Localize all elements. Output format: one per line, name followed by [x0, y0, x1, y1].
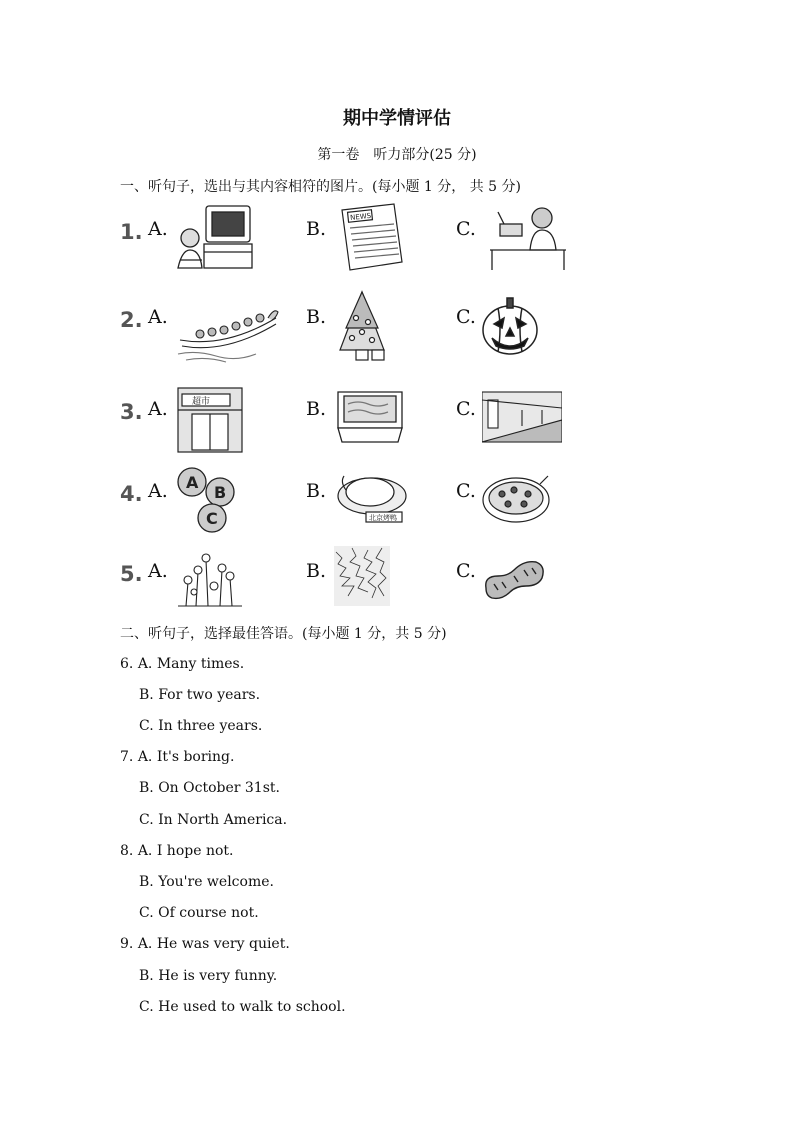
- question-number: 4.: [120, 482, 143, 506]
- option-b[interactable]: B. You're welcome.: [139, 874, 274, 890]
- page-title: 期中学情评估: [343, 108, 451, 129]
- newspaper-heading: NEWS: [349, 211, 372, 223]
- option-label-b: B.: [306, 306, 327, 328]
- option-c[interactable]: C. In three years.: [139, 718, 263, 734]
- option-label-c: C.: [456, 480, 476, 502]
- swimming-pool-icon[interactable]: [332, 380, 408, 456]
- flowers-icon[interactable]: [176, 542, 244, 618]
- part1-heading: 一、听句子，选出与其内容相符的图片。(每小题 1 分， 共 5 分): [120, 179, 521, 195]
- option-c[interactable]: C. He used to walk to school.: [139, 999, 346, 1015]
- option-label-c: C.: [456, 218, 476, 240]
- option-label-b: B.: [306, 218, 327, 240]
- peanut-icon[interactable]: [480, 542, 548, 618]
- question-9: [120, 936, 290, 952]
- abc-cookies-icon[interactable]: [174, 462, 242, 538]
- option-label-a: A.: [148, 480, 168, 502]
- question-number: 9.: [120, 936, 134, 952]
- option-label-c: C.: [456, 560, 476, 582]
- question-2: [120, 288, 680, 368]
- question-3: [120, 380, 680, 460]
- bushes-icon[interactable]: [332, 542, 392, 618]
- option-c[interactable]: C. In North America.: [139, 812, 288, 828]
- tv-watching-icon[interactable]: [174, 200, 266, 276]
- option-b[interactable]: B. He is very funny.: [139, 968, 278, 984]
- option-a[interactable]: A. I hope not.: [137, 843, 234, 859]
- svg-text:B: B: [214, 483, 227, 502]
- question-5: [120, 542, 680, 622]
- page-subtitle: 第一卷 听力部分(25 分): [317, 147, 477, 163]
- question-8: [120, 843, 233, 859]
- option-label-b: B.: [306, 480, 327, 502]
- option-label-a: A.: [148, 218, 168, 240]
- option-label-a: A.: [148, 560, 168, 582]
- option-a[interactable]: A. It's boring.: [137, 749, 235, 765]
- supermarket-icon[interactable]: [176, 380, 244, 456]
- question-number: 3.: [120, 400, 143, 424]
- christmas-tree-icon[interactable]: [332, 288, 392, 364]
- duck-tag-text: 北京烤鸭: [369, 514, 397, 522]
- option-b[interactable]: B. On October 31st.: [139, 780, 280, 796]
- svg-text:A: A: [186, 473, 199, 492]
- jack-o-lantern-icon[interactable]: [480, 288, 540, 364]
- supermarket-sign-text: 超市: [192, 397, 211, 407]
- svg-text:C: C: [206, 509, 218, 528]
- street-icon[interactable]: [482, 380, 562, 456]
- option-b[interactable]: B. For two years.: [139, 687, 261, 703]
- part2-heading: 二、听句子，选择最佳答语。(每小题 1 分，共 5 分): [120, 626, 447, 642]
- question-number: 1.: [120, 220, 143, 244]
- question-number: 5.: [120, 562, 143, 586]
- pizza-icon[interactable]: [480, 462, 552, 538]
- question-number: 7.: [120, 749, 134, 765]
- question-4: [120, 462, 680, 542]
- option-label-a: A.: [148, 306, 168, 328]
- question-7: [120, 749, 234, 765]
- option-a[interactable]: A. Many times.: [137, 656, 245, 672]
- dragon-boat-icon[interactable]: [176, 288, 280, 364]
- option-a[interactable]: A. He was very quiet.: [137, 936, 290, 952]
- option-label-a: A.: [148, 398, 168, 420]
- option-label-b: B.: [306, 398, 327, 420]
- question-6: [120, 656, 244, 672]
- option-c[interactable]: C. Of course not.: [139, 905, 259, 921]
- question-number: 6.: [120, 656, 134, 672]
- question-1: [120, 200, 680, 280]
- option-label-c: C.: [456, 306, 476, 328]
- radio-listening-icon[interactable]: [480, 200, 572, 276]
- question-number: 2.: [120, 308, 143, 332]
- option-label-c: C.: [456, 398, 476, 420]
- option-label-b: B.: [306, 560, 327, 582]
- roast-duck-icon[interactable]: [332, 462, 408, 538]
- newspaper-icon[interactable]: [332, 200, 424, 276]
- question-number: 8.: [120, 843, 134, 859]
